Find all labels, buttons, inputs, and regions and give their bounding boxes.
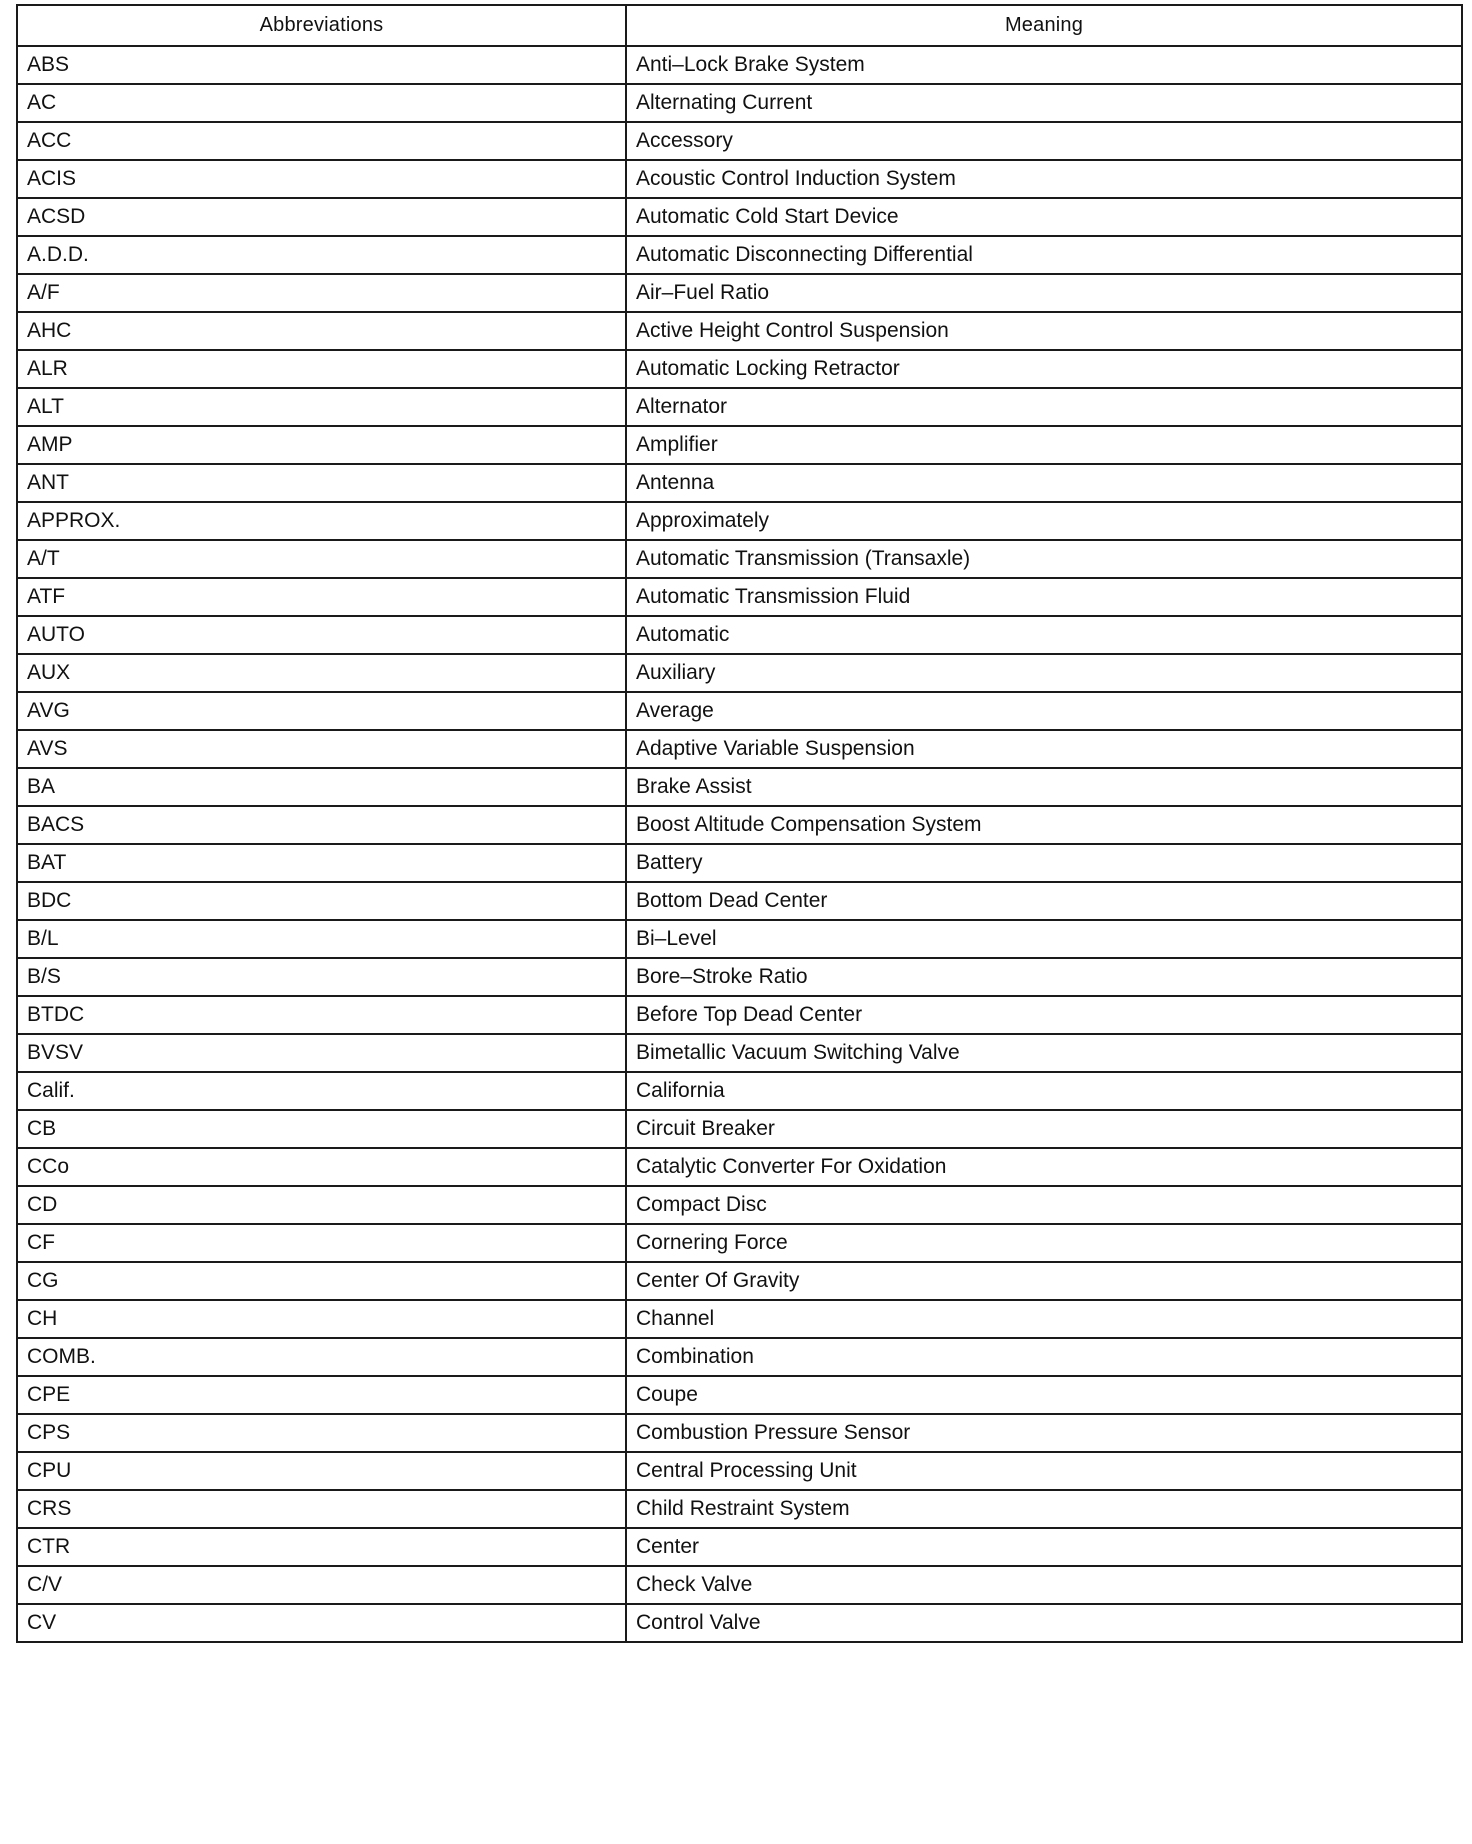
abbreviation-cell: A.D.D.: [17, 236, 626, 274]
table-row: [17, 388, 1462, 426]
table-row: [17, 1186, 1462, 1224]
abbreviation-cell: CV: [17, 1604, 626, 1642]
table-row: [17, 654, 1462, 692]
table-row: [17, 1338, 1462, 1376]
abbreviation-cell: B/S: [17, 958, 626, 996]
table-row: [17, 84, 1462, 122]
table-row: [17, 502, 1462, 540]
meaning-cell: Channel: [626, 1300, 1462, 1338]
abbreviations-column-header: Abbreviations: [17, 5, 626, 46]
meaning-cell: Automatic: [626, 616, 1462, 654]
abbreviation-cell: CH: [17, 1300, 626, 1338]
table-row: [17, 730, 1462, 768]
meaning-cell: Automatic Transmission (Transaxle): [626, 540, 1462, 578]
meaning-cell: Automatic Cold Start Device: [626, 198, 1462, 236]
abbreviation-cell: AHC: [17, 312, 626, 350]
abbreviation-cell: BVSV: [17, 1034, 626, 1072]
meaning-cell: Circuit Breaker: [626, 1110, 1462, 1148]
abbreviation-cell: B/L: [17, 920, 626, 958]
abbreviation-cell: AUTO: [17, 616, 626, 654]
header-row: [17, 5, 1462, 46]
meaning-cell: Cornering Force: [626, 1224, 1462, 1262]
meaning-cell: Before Top Dead Center: [626, 996, 1462, 1034]
abbreviation-cell: BTDC: [17, 996, 626, 1034]
meaning-cell: Coupe: [626, 1376, 1462, 1414]
table-row: [17, 1566, 1462, 1604]
meaning-cell: Check Valve: [626, 1566, 1462, 1604]
table-row: [17, 578, 1462, 616]
meaning-cell: Air–Fuel Ratio: [626, 274, 1462, 312]
meaning-cell: Boost Altitude Compensation System: [626, 806, 1462, 844]
abbreviation-cell: ATF: [17, 578, 626, 616]
abbreviation-cell: CG: [17, 1262, 626, 1300]
meaning-cell: Average: [626, 692, 1462, 730]
table-row: [17, 844, 1462, 882]
abbreviation-cell: AMP: [17, 426, 626, 464]
meaning-cell: Child Restraint System: [626, 1490, 1462, 1528]
meaning-cell: Automatic Locking Retractor: [626, 350, 1462, 388]
meaning-cell: Compact Disc: [626, 1186, 1462, 1224]
abbreviation-cell: Calif.: [17, 1072, 626, 1110]
meaning-cell: Center Of Gravity: [626, 1262, 1462, 1300]
abbreviation-cell: ACC: [17, 122, 626, 160]
table-row: [17, 1262, 1462, 1300]
abbreviation-cell: BA: [17, 768, 626, 806]
table-row: [17, 920, 1462, 958]
meaning-cell: Brake Assist: [626, 768, 1462, 806]
table-row: [17, 1452, 1462, 1490]
abbreviations-table: [16, 4, 1463, 1643]
meaning-cell: Adaptive Variable Suspension: [626, 730, 1462, 768]
meaning-cell: Bottom Dead Center: [626, 882, 1462, 920]
table-row: [17, 274, 1462, 312]
table-row: [17, 1148, 1462, 1186]
abbreviation-cell: ACIS: [17, 160, 626, 198]
table-row: [17, 1072, 1462, 1110]
meaning-cell: Combustion Pressure Sensor: [626, 1414, 1462, 1452]
abbreviation-cell: CCo: [17, 1148, 626, 1186]
abbreviation-cell: CPU: [17, 1452, 626, 1490]
abbreviation-cell: AVG: [17, 692, 626, 730]
table-row: [17, 692, 1462, 730]
abbreviation-cell: ACSD: [17, 198, 626, 236]
meaning-cell: Bi–Level: [626, 920, 1462, 958]
meaning-cell: Active Height Control Suspension: [626, 312, 1462, 350]
abbreviation-cell: AC: [17, 84, 626, 122]
abbreviation-cell: C/V: [17, 1566, 626, 1604]
table-row: [17, 806, 1462, 844]
abbreviation-cell: ALT: [17, 388, 626, 426]
abbreviation-cell: APPROX.: [17, 502, 626, 540]
abbreviation-cell: CF: [17, 1224, 626, 1262]
abbreviation-cell: AUX: [17, 654, 626, 692]
meaning-cell: Amplifier: [626, 426, 1462, 464]
table-row: [17, 122, 1462, 160]
meaning-cell: Accessory: [626, 122, 1462, 160]
meaning-cell: Approximately: [626, 502, 1462, 540]
meaning-cell: Automatic Disconnecting Differential: [626, 236, 1462, 274]
abbreviation-cell: A/F: [17, 274, 626, 312]
meaning-cell: Automatic Transmission Fluid: [626, 578, 1462, 616]
meaning-cell: Control Valve: [626, 1604, 1462, 1642]
abbreviation-cell: CPS: [17, 1414, 626, 1452]
abbreviation-cell: AVS: [17, 730, 626, 768]
abbreviation-cell: BACS: [17, 806, 626, 844]
meaning-cell: Combination: [626, 1338, 1462, 1376]
meaning-cell: Battery: [626, 844, 1462, 882]
table-row: [17, 350, 1462, 388]
meaning-cell: Center: [626, 1528, 1462, 1566]
meaning-cell: Catalytic Converter For Oxidation: [626, 1148, 1462, 1186]
table-row: [17, 882, 1462, 920]
table-row: [17, 1110, 1462, 1148]
abbreviation-cell: CD: [17, 1186, 626, 1224]
meaning-column-header: Meaning: [626, 5, 1462, 46]
meaning-cell: California: [626, 1072, 1462, 1110]
abbreviation-cell: CPE: [17, 1376, 626, 1414]
table-row: [17, 1034, 1462, 1072]
meaning-cell: Acoustic Control Induction System: [626, 160, 1462, 198]
meaning-cell: Bore–Stroke Ratio: [626, 958, 1462, 996]
abbreviation-cell: ABS: [17, 46, 626, 84]
abbreviation-cell: A/T: [17, 540, 626, 578]
abbreviation-cell: CRS: [17, 1490, 626, 1528]
table-row: [17, 1604, 1462, 1642]
meaning-cell: Auxiliary: [626, 654, 1462, 692]
table-row: [17, 426, 1462, 464]
meaning-cell: Central Processing Unit: [626, 1452, 1462, 1490]
meaning-cell: Alternating Current: [626, 84, 1462, 122]
abbreviation-cell: CTR: [17, 1528, 626, 1566]
table-row: [17, 464, 1462, 502]
table-body: [17, 46, 1462, 1642]
table-row: [17, 160, 1462, 198]
meaning-cell: Bimetallic Vacuum Switching Valve: [626, 1034, 1462, 1072]
table-row: [17, 768, 1462, 806]
table-row: [17, 1414, 1462, 1452]
table-row: [17, 958, 1462, 996]
table-row: [17, 198, 1462, 236]
meaning-cell: Anti–Lock Brake System: [626, 46, 1462, 84]
table-row: [17, 1376, 1462, 1414]
table-row: [17, 540, 1462, 578]
abbreviation-cell: BAT: [17, 844, 626, 882]
table-row: [17, 1528, 1462, 1566]
abbreviation-cell: BDC: [17, 882, 626, 920]
table-header: [17, 5, 1462, 46]
table-row: [17, 1224, 1462, 1262]
abbreviation-cell: ALR: [17, 350, 626, 388]
abbreviation-cell: CB: [17, 1110, 626, 1148]
abbreviation-cell: COMB.: [17, 1338, 626, 1376]
meaning-cell: Alternator: [626, 388, 1462, 426]
table-row: [17, 312, 1462, 350]
table-row: [17, 996, 1462, 1034]
table-row: [17, 236, 1462, 274]
meaning-cell: Antenna: [626, 464, 1462, 502]
table-row: [17, 1300, 1462, 1338]
abbreviation-cell: ANT: [17, 464, 626, 502]
table-row: [17, 46, 1462, 84]
table-row: [17, 616, 1462, 654]
table-row: [17, 1490, 1462, 1528]
